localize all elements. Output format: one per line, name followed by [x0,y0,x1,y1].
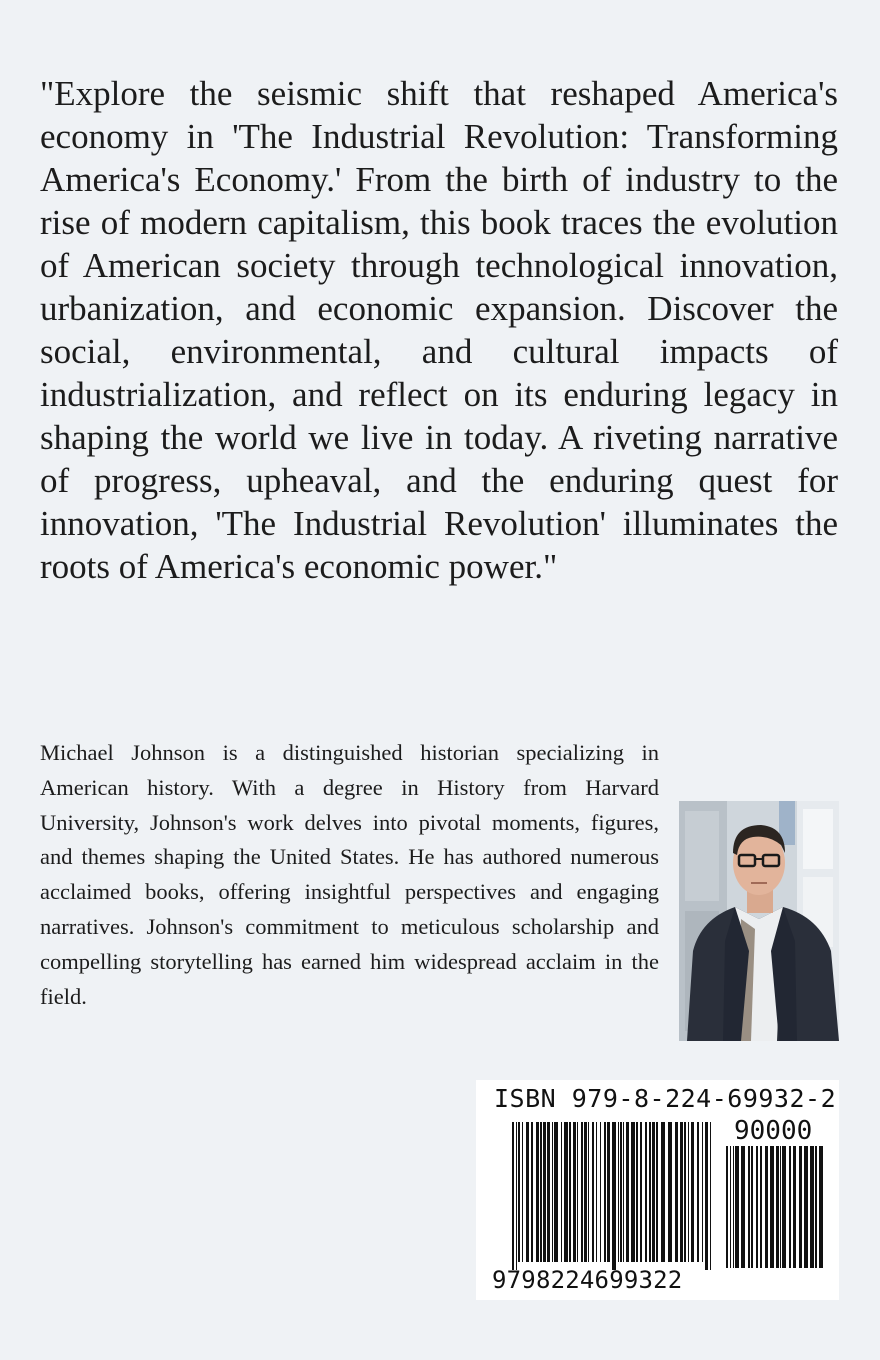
price-code: 90000 [734,1116,813,1146]
author-portrait-illustration [679,801,839,1041]
author-bio: Michael Johnson is a distinguished historian specializing in American history. With a degree in History from Harvard University, Johnson's work delves into pivotal moments, figures, and themes shaping the United States. He has authored numerous acclaimed books, offering insightful perspectives and engaging narratives. Johnson's commitment to meticulous scholarship and compelling storytelling has earned him widespread acclaim in the field. [40,740,659,1009]
book-description: "Explore the seismic shift that reshaped America's economy in 'The Industrial Revolution: Transforming America's Economy.' From the birth of industry to the rise of modern capitalism, this book traces the evolution of American society through technological innovation, urbanization, and economic expansion. Discover the social, environmental, and cultural impacts of industrialization, and reflect on its enduring legacy in shaping the world we live in today. A riveting narrative of progress, upheaval, and the enduring quest for innovation, 'The Industrial Revolution' illuminates the roots of America's economic power." [40,74,838,586]
isbn-barcode [476,1080,839,1300]
author-photo [679,801,839,1041]
isbn-label: ISBN 979-8-224-69932-2 [494,1084,837,1113]
barcode-digits: 9798224699322 [492,1266,683,1294]
